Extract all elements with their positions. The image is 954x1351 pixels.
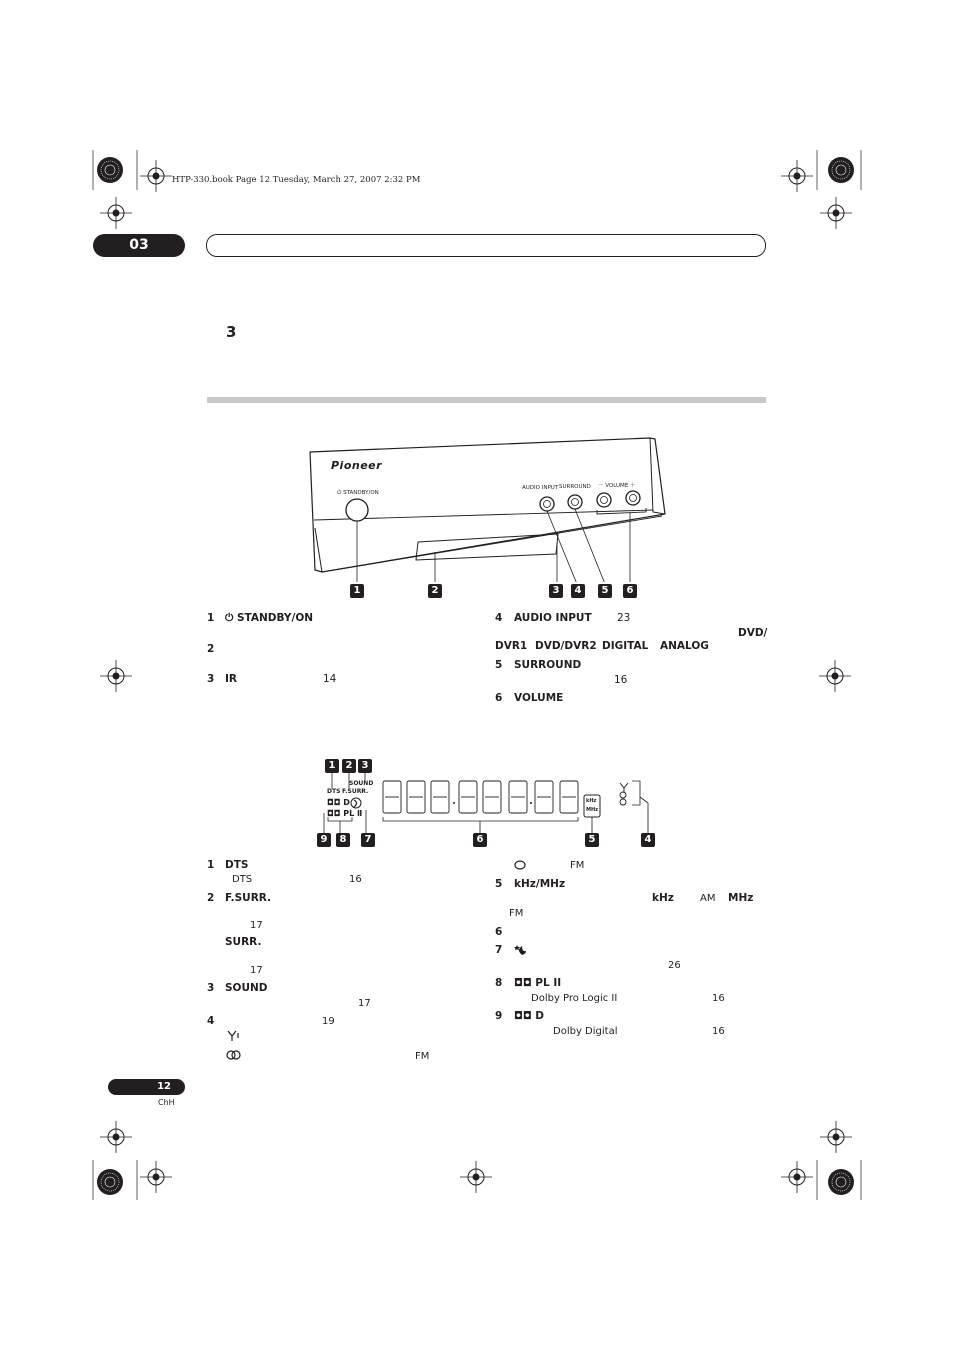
input-name: DIGITAL bbox=[602, 640, 649, 652]
standby-panel-label: ⏻ STANDBY/ON bbox=[337, 490, 379, 496]
fm-text: FM bbox=[415, 1051, 430, 1062]
input-name: ANALOG bbox=[660, 640, 709, 652]
page-ref: 17 bbox=[250, 965, 263, 976]
display-callout-5: 5 bbox=[585, 833, 599, 847]
section-number: 3 bbox=[226, 323, 237, 341]
dolby-digital-indicator: ◘◘ D bbox=[327, 798, 350, 807]
registration-burst-icon bbox=[97, 1169, 123, 1195]
item-number: 6 bbox=[495, 926, 503, 938]
registration-mark-icon bbox=[100, 1121, 132, 1153]
display-callout-2: 2 bbox=[342, 759, 356, 773]
page-ref: 16 bbox=[349, 874, 362, 885]
registration-mark-icon bbox=[820, 1121, 852, 1153]
chapter-badge: 03 bbox=[93, 234, 185, 257]
brand-logo: Pioneer bbox=[331, 459, 383, 472]
item-number: 1 bbox=[207, 612, 215, 624]
input-name: DVD/DVR2 bbox=[535, 640, 597, 652]
file-info: HTP-330.book Page 12 Tuesday, March 27, 2007 2:32 PM bbox=[172, 175, 421, 185]
front-panel-illustration bbox=[300, 432, 680, 582]
volume-panel-label: － VOLUME ＋ bbox=[598, 483, 636, 489]
display-callout-4: 4 bbox=[641, 833, 655, 847]
item-sub: Dolby Digital bbox=[553, 1026, 618, 1037]
item-label: SURROUND bbox=[514, 659, 582, 671]
antenna-icon bbox=[226, 1030, 242, 1042]
item-number: 4 bbox=[495, 612, 503, 624]
page-number: 12 bbox=[157, 1081, 171, 1092]
item-number: 2 bbox=[207, 892, 215, 904]
registration-mark-icon bbox=[820, 197, 852, 229]
registration-mark-icon bbox=[100, 197, 132, 229]
callout-4: 4 bbox=[571, 584, 585, 598]
display-callout-8: 8 bbox=[336, 833, 350, 847]
stereo-icon bbox=[226, 1050, 242, 1060]
section-rule bbox=[207, 397, 766, 403]
fm-text: FM bbox=[509, 908, 524, 919]
page-ref: 16 bbox=[614, 674, 628, 686]
tuned-icon bbox=[514, 860, 526, 870]
sleep-icon bbox=[514, 944, 528, 956]
page-ref: 16 bbox=[712, 1026, 725, 1037]
item-label: SOUND bbox=[225, 982, 268, 994]
item-number: 8 bbox=[495, 977, 503, 989]
item-label: F.SURR. bbox=[225, 892, 272, 904]
item-number: 6 bbox=[495, 692, 503, 704]
item-label: ◘◘ D bbox=[514, 1010, 545, 1022]
fm-text: FM bbox=[570, 860, 585, 871]
registration-mark-icon bbox=[140, 1161, 172, 1193]
page-ref: 23 bbox=[617, 612, 631, 624]
audio-input-panel-label: AUDIO INPUT bbox=[522, 485, 559, 491]
surround-panel-label: SURROUND bbox=[559, 484, 591, 490]
registration-mark-icon bbox=[781, 1161, 813, 1193]
fsurr-indicator: F.SURR. bbox=[342, 788, 369, 795]
callout-6: 6 bbox=[623, 584, 637, 598]
item-number: 5 bbox=[495, 659, 503, 671]
item-label: ◘◘ PL II bbox=[514, 977, 562, 989]
item-number: 1 bbox=[207, 859, 215, 871]
item-number: 2 bbox=[207, 643, 215, 655]
page-ref: 17 bbox=[250, 920, 263, 931]
page-ref: 16 bbox=[712, 993, 725, 1004]
item-number: 7 bbox=[495, 944, 503, 956]
registration-burst-icon bbox=[828, 1169, 854, 1195]
registration-mark-icon bbox=[100, 660, 132, 692]
page-ref: 17 bbox=[358, 998, 371, 1009]
callout-2: 2 bbox=[428, 584, 442, 598]
registration-mark-icon bbox=[819, 660, 851, 692]
page-ref: 26 bbox=[668, 960, 681, 971]
dolby-pl2-indicator: ◘◘ PL Ⅱ bbox=[327, 809, 363, 818]
item-label: DTS bbox=[225, 859, 249, 871]
item-sub: DTS bbox=[232, 874, 253, 885]
khz-text: kHz bbox=[652, 892, 674, 904]
item-number: 5 bbox=[495, 878, 503, 890]
registration-mark-icon bbox=[140, 160, 172, 192]
item-sub: Dolby Pro Logic II bbox=[531, 993, 618, 1004]
display-callout-7: 7 bbox=[361, 833, 375, 847]
item-number: 3 bbox=[207, 673, 215, 685]
display-callout-9: 9 bbox=[317, 833, 331, 847]
mhz-text: MHz bbox=[728, 892, 754, 904]
item-label: VOLUME bbox=[514, 692, 564, 704]
callout-5: 5 bbox=[598, 584, 612, 598]
callout-3: 3 bbox=[549, 584, 563, 598]
item-label: ⏻ STANDBY/ON bbox=[225, 612, 314, 624]
page-number-badge bbox=[108, 1079, 185, 1095]
sound-indicator: SOUND bbox=[349, 780, 374, 787]
registration-mark-icon bbox=[460, 1161, 492, 1193]
item-number: 9 bbox=[495, 1010, 503, 1022]
language-code: ChH bbox=[158, 1098, 175, 1107]
item-label: IR bbox=[225, 673, 237, 685]
am-text: AM bbox=[700, 893, 716, 904]
item-number: 4 bbox=[207, 1015, 215, 1027]
display-callout-1: 1 bbox=[325, 759, 339, 773]
item-label: AUDIO INPUT bbox=[514, 612, 592, 624]
chapter-title-bar bbox=[206, 234, 766, 257]
item-number: 3 bbox=[207, 982, 215, 994]
input-name: DVR1 bbox=[495, 640, 528, 652]
khz-indicator: kHz bbox=[586, 798, 597, 804]
display-callout-6: 6 bbox=[473, 833, 487, 847]
display-callout-3: 3 bbox=[358, 759, 372, 773]
registration-burst-icon bbox=[97, 157, 123, 183]
input-name: DVD/ bbox=[738, 627, 768, 639]
registration-burst-icon bbox=[828, 157, 854, 183]
item-label: SURR. bbox=[225, 936, 262, 948]
page-ref: 19 bbox=[322, 1016, 335, 1027]
mhz-indicator: MHz bbox=[586, 807, 599, 813]
dts-indicator: DTS bbox=[327, 788, 341, 795]
registration-mark-icon bbox=[781, 160, 813, 192]
page-ref: 14 bbox=[323, 673, 337, 685]
callout-1: 1 bbox=[350, 584, 364, 598]
item-label: kHz/MHz bbox=[514, 878, 566, 890]
